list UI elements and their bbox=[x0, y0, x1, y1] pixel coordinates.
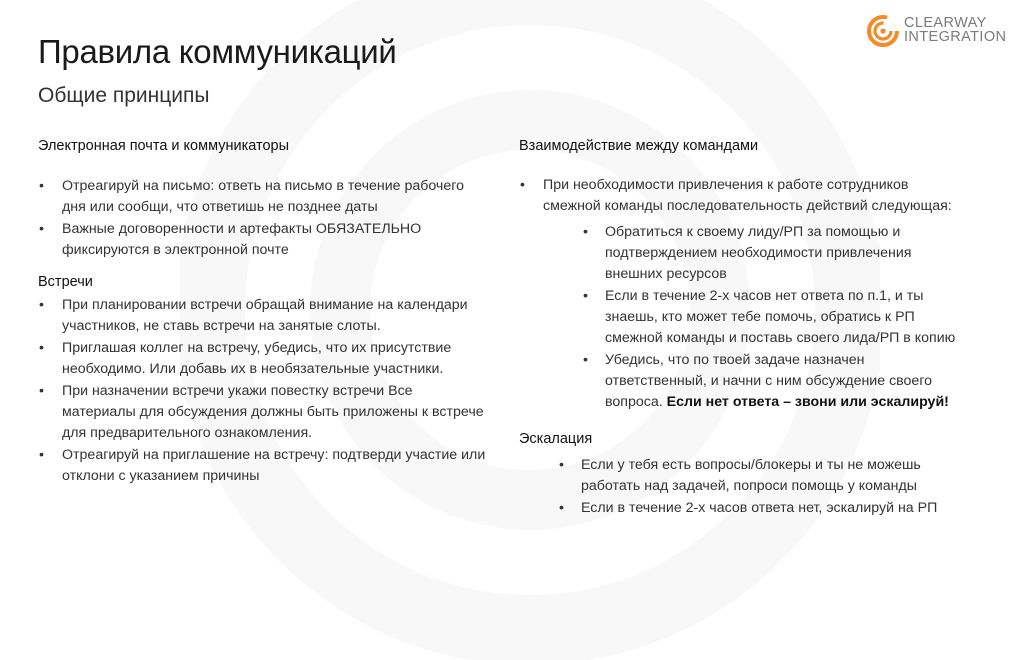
emphasis-text: Если нет ответа – звони или эскалируй! bbox=[666, 394, 949, 410]
logo-line2: INTEGRATION bbox=[904, 29, 1007, 45]
list-item: • Обратиться к своему лиду/РП за помощью и подтверждением необходимости привлечения внешних ресурсов bbox=[543, 222, 959, 285]
meetings-list bbox=[38, 295, 488, 487]
company-logo bbox=[866, 14, 1016, 54]
list-item: • Отреагируй на письмо: ответь на письмо в течение рабочего дня или сообщи, что ответишь не позднее даты bbox=[38, 176, 488, 218]
list-item bbox=[543, 350, 959, 413]
logo-text bbox=[904, 16, 1006, 44]
escalation-heading: Эскалация bbox=[519, 431, 593, 447]
list-item: • Если в течение 2-х часов ответа нет, эскалируй на РП bbox=[519, 498, 959, 519]
teams-heading: Взаимодействие между командами bbox=[519, 138, 759, 154]
list-item: • При планировании встречи обращай внимание на календари участников, не ставь встречи на занятые слоты. bbox=[38, 295, 488, 337]
list-item: • При назначении встречи укажи повестку встречи Все материалы для обсуждения должны быть приложены к встрече для предварительного ознакомления. bbox=[38, 381, 488, 444]
page-subtitle: Общие принципы bbox=[38, 84, 210, 107]
list-item bbox=[519, 175, 959, 413]
subitem-text: Убедись, что по твоей задаче назначен ответственный, и начни с ним обсуждение своего вопроса. bbox=[605, 352, 933, 410]
list-item: • Приглашая коллег на встречу, убедись, что их присутствие необходимо. Или добавь их в необязательные участники. bbox=[38, 338, 488, 380]
teams-list bbox=[519, 175, 959, 413]
email-heading: Электронная почта и коммуникаторы bbox=[38, 138, 290, 154]
email-list bbox=[38, 176, 488, 261]
list-item: • Если у тебя есть вопросы/блокеры и ты не можешь работать над задачей, попроси помощь у команды bbox=[519, 455, 959, 497]
escalation-list bbox=[519, 455, 959, 519]
list-item: • Важные договоренности и артефакты ОБЯЗАТЕЛЬНО фиксируются в электронной почте bbox=[38, 219, 488, 261]
right-column bbox=[519, 136, 959, 520]
list-item: • Отреагируй на приглашение на встречу: подтверди участие или отклони с указанием причины bbox=[38, 445, 488, 487]
logo-line1: CLEARWAY bbox=[904, 15, 987, 31]
list-item: • Если в течение 2-х часов нет ответа по п.1, и ты знаешь, кто может тебе помочь, обратись к РП смежной команды и поставь своего лида/РП в копию bbox=[543, 286, 959, 349]
teams-item-text: При необходимости привлечения к работе сотрудников смежной команды последовательность действий следующая: bbox=[543, 177, 952, 214]
meetings-heading: Встречи bbox=[38, 274, 93, 290]
teams-sublist bbox=[543, 222, 959, 413]
page-title: Правила коммуникаций bbox=[38, 33, 397, 70]
clearway-ring-logo-icon bbox=[866, 14, 900, 48]
left-column bbox=[38, 136, 488, 488]
